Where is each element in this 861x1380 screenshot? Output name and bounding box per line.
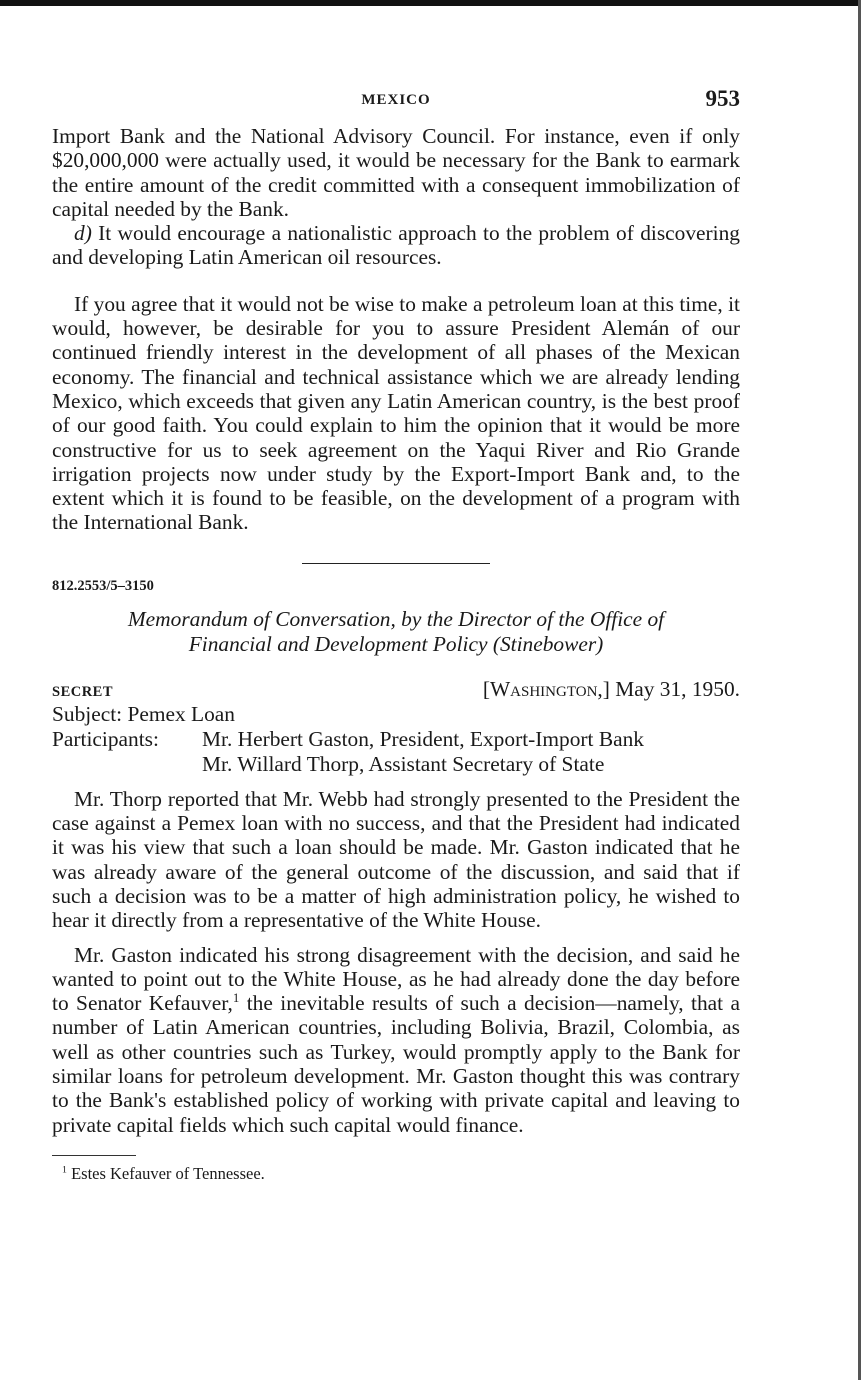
- participants-list: [202, 727, 644, 777]
- memo-title: [52, 607, 740, 657]
- footnote-rule: [52, 1155, 136, 1156]
- section-divider: [302, 563, 490, 564]
- recommendation-paragraph: If you agree that it would not be wise to make a petroleum loan at this time, it would, however, be desirable for you to assure President Alemán of our continued friendly interest in the development of all phases of the Mexican economy. The financial and technical assistance which we are already lending Mexico, which exceeds that given any Latin American country, is the best proof of our good faith. You could explain to him the opinion that it would be more constructive for us to seek agreement on the Yaqui River and Rio Grande irrigation projects now under study by the Export-Import Bank and, to the extent which it is found to be feasible, on the development of a program with the International Bank.: [52, 291, 740, 535]
- date: May 31, 1950.: [609, 676, 740, 701]
- classification-line: [52, 677, 740, 702]
- page-number: 953: [705, 86, 740, 111]
- point-d-marker: d): [74, 221, 92, 246]
- place: [Washington,]: [482, 676, 610, 701]
- footnote: [52, 1164, 740, 1184]
- subject-label: Subject:: [52, 701, 128, 726]
- point-d-paragraph: [52, 221, 740, 270]
- classification: SECRET: [52, 683, 114, 700]
- document-id: 812.2553/5–3150: [52, 577, 154, 594]
- footnote-reference: 1: [232, 991, 240, 1005]
- place-date: [483, 677, 740, 702]
- participant: Mr. Willard Thorp, Assistant Secretary of State: [202, 751, 605, 776]
- memo-metadata: [52, 702, 740, 777]
- page-header: [52, 84, 740, 124]
- point-d-text: It would encourage a nationalistic approach to the problem of discovering and developing Latin American oil resources.: [52, 221, 740, 270]
- participants-row: [52, 727, 740, 777]
- memo-paragraph-2: [52, 943, 740, 1137]
- memo-title-line-1: Memorandum of Conversation, by the Director of the Office of: [127, 606, 665, 631]
- participants-label: Participants:: [52, 726, 159, 751]
- memo-body: [52, 787, 740, 1137]
- subject-value: Pemex Loan: [127, 701, 235, 726]
- subject-row: [52, 702, 740, 727]
- scan-top-edge: [0, 0, 861, 6]
- participant: Mr. Herbert Gaston, President, Export-Import Bank: [202, 726, 644, 751]
- footnote-marker: 1: [62, 1164, 67, 1176]
- footnote-text: Estes Kefauver of Tennessee.: [66, 1163, 265, 1183]
- memo-title-line-2: Financial and Development Policy (Stinebower): [188, 631, 604, 656]
- memo-paragraph-2-start: Mr. Gaston indicated his strong disagreement with the decision, and said he wanted to point out to the White House, as he had already done the day before to Senator Kefauver,: [52, 942, 740, 1016]
- running-head: MEXICO: [361, 92, 431, 108]
- memo-paragraph-2-end: the inevitable results of such a decision—namely, that a number of Latin American countries, including Bolivia, Brazil, Colombia, as well as other countries such as Turkey, would promptly apply to the Bank for similar loans for petroleum development. Mr. Gaston thought this was contrary to the Bank's established policy of working with private capital and leaving to private capital fields which such capital would finance.: [52, 991, 741, 1137]
- memo-paragraph-1: Mr. Thorp reported that Mr. Webb had strongly presented to the President the case against a Pemex loan with no success, and that the President had indicated it was his view that such a loan should be made. Mr. Gaston indicated that he was already aware of the general outcome of the discussion, and said that if such a decision was to be a matter of high administration policy, he wished to hear it directly from a representative of the White House.: [52, 786, 740, 933]
- document-page: [52, 84, 740, 1184]
- continued-paragraph: Import Bank and the National Advisory Council. For instance, even if only $20,000,000 were actually used, it would be necessary for the Bank to earmark the entire amount of the credit committed with a consequent immobilization of capital needed by the Bank.: [52, 124, 740, 221]
